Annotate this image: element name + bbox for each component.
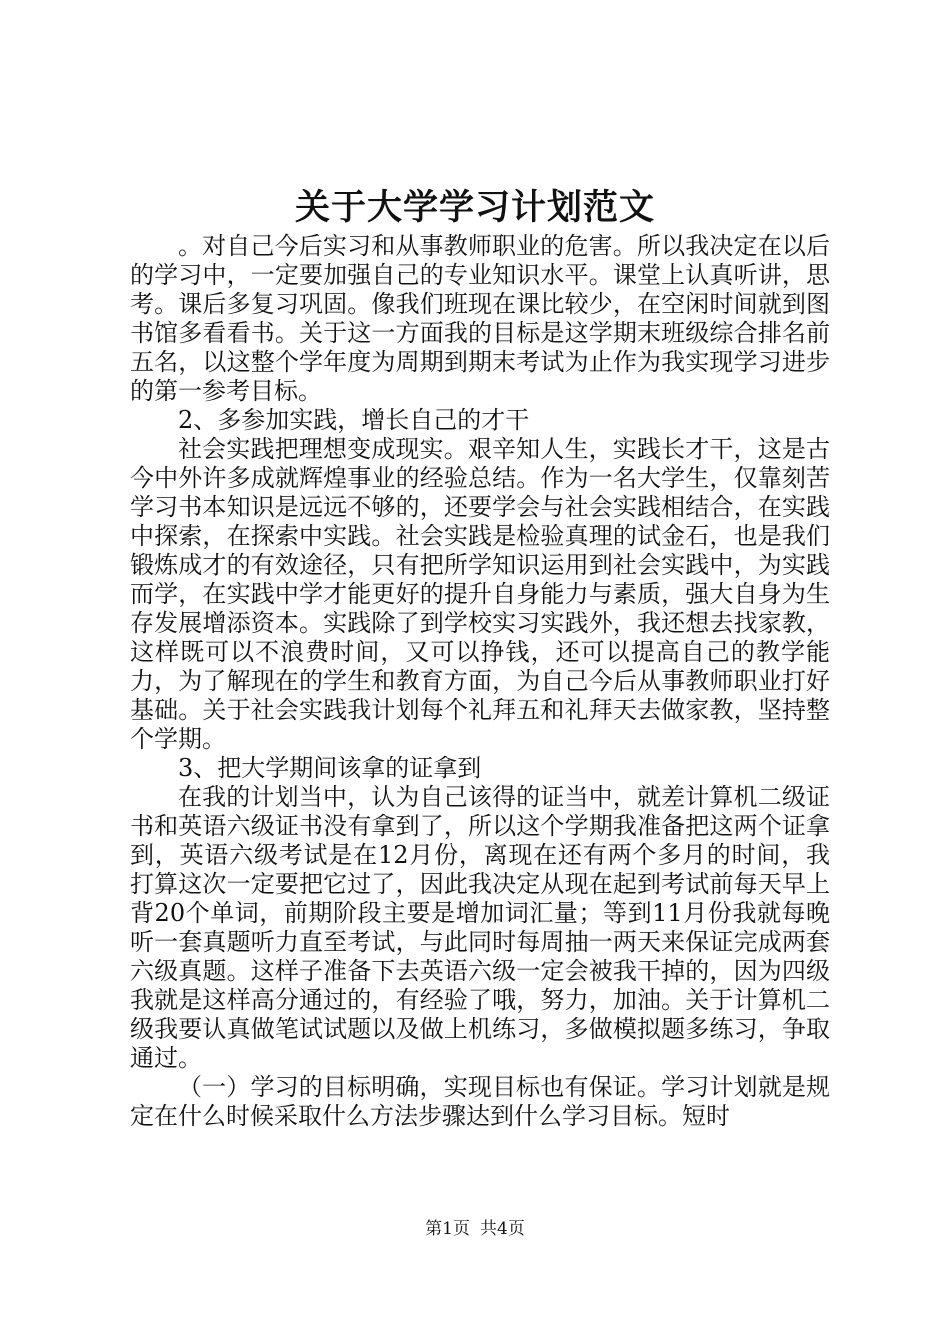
paragraph-goals: （一）学习的目标明确，实现目标也有保证。学习计划就是规定在什么时候采取什么方法步骤达到什么学习目标。短时	[130, 1073, 830, 1130]
document-title: 关于大学学习计划范文	[294, 187, 655, 228]
paragraph-intro: 。对自己今后实习和从事教师职业的危害。所以我决定在以后的学习中，一定要加强自己的专业知识水平。课堂上认真听讲，思考。课后多复习巩固。像我们班现在课比较少，在空闲时间就到图书馆多看看书。关于这一方面我的目标是这学期末班级综合排名前五名，以这整个学年度为周期到期末考试为止作为我实现学习进步的第一参考目标。	[130, 232, 830, 405]
paragraph-practice: 社会实践把理想变成现实。艰辛知人生，实践长才干，这是古今中外许多成就辉煌事业的经验总结。作为一名大学生，仅靠刻苦学习书本知识是远远不够的，还要学会与社会实践相结合，在实践中探索，在探索中实践。社会实践是检验真理的试金石，也是我们锻炼成才的有效途径，只有把所学知识运用到社会实践中，为实践而学，在实践中学才能更好的提升自身能力与素质，强大自身为生存发展增添资本。实践除了到学校实习实践外，我还想去找家教，这样既可以不浪费时间，又可以挣钱，还可以提高自己的教学能力，为了解现在的学生和教育方面，为自己今后从事教师职业打好基础。关于社会实践我计划每个礼拜五和礼拜天去做家教，坚持整个学期。	[130, 435, 830, 753]
section-heading-certificates: 3、把大学期间该拿的证拿到	[178, 754, 482, 782]
document-body	[130, 232, 830, 1131]
page-footer	[0, 1218, 950, 1240]
page-number: 第1页	[425, 1219, 470, 1239]
section-heading-practice: 2、多参加实践，增长自己的才干	[178, 406, 530, 434]
page-total: 共4页	[480, 1219, 525, 1239]
paragraph-certificates: 在我的计划当中，认为自己该得的证当中，就差计算机二级证书和英语六级证书没有拿到了，所以这个学期我准备把这两个证拿到，英语六级考试是在12月份，离现在还有两个多月的时间，我打算这次一定要把它过了，因此我决定从现在起到考试前每天早上背20个单词，前期阶段主要是增加词汇量；等到11月份我就每晚听一套真题听力直至考试，与此同时每周抽一两天来保证完成两套六级真题。这样子准备下去英语六级一定会被我干掉的，因为四级我就是这样高分通过的，有经验了哦，努力，加油。关于计算机二级我要认真做笔试试题以及做上机练习，多做模拟题多练习，争取通过。	[130, 783, 830, 1072]
